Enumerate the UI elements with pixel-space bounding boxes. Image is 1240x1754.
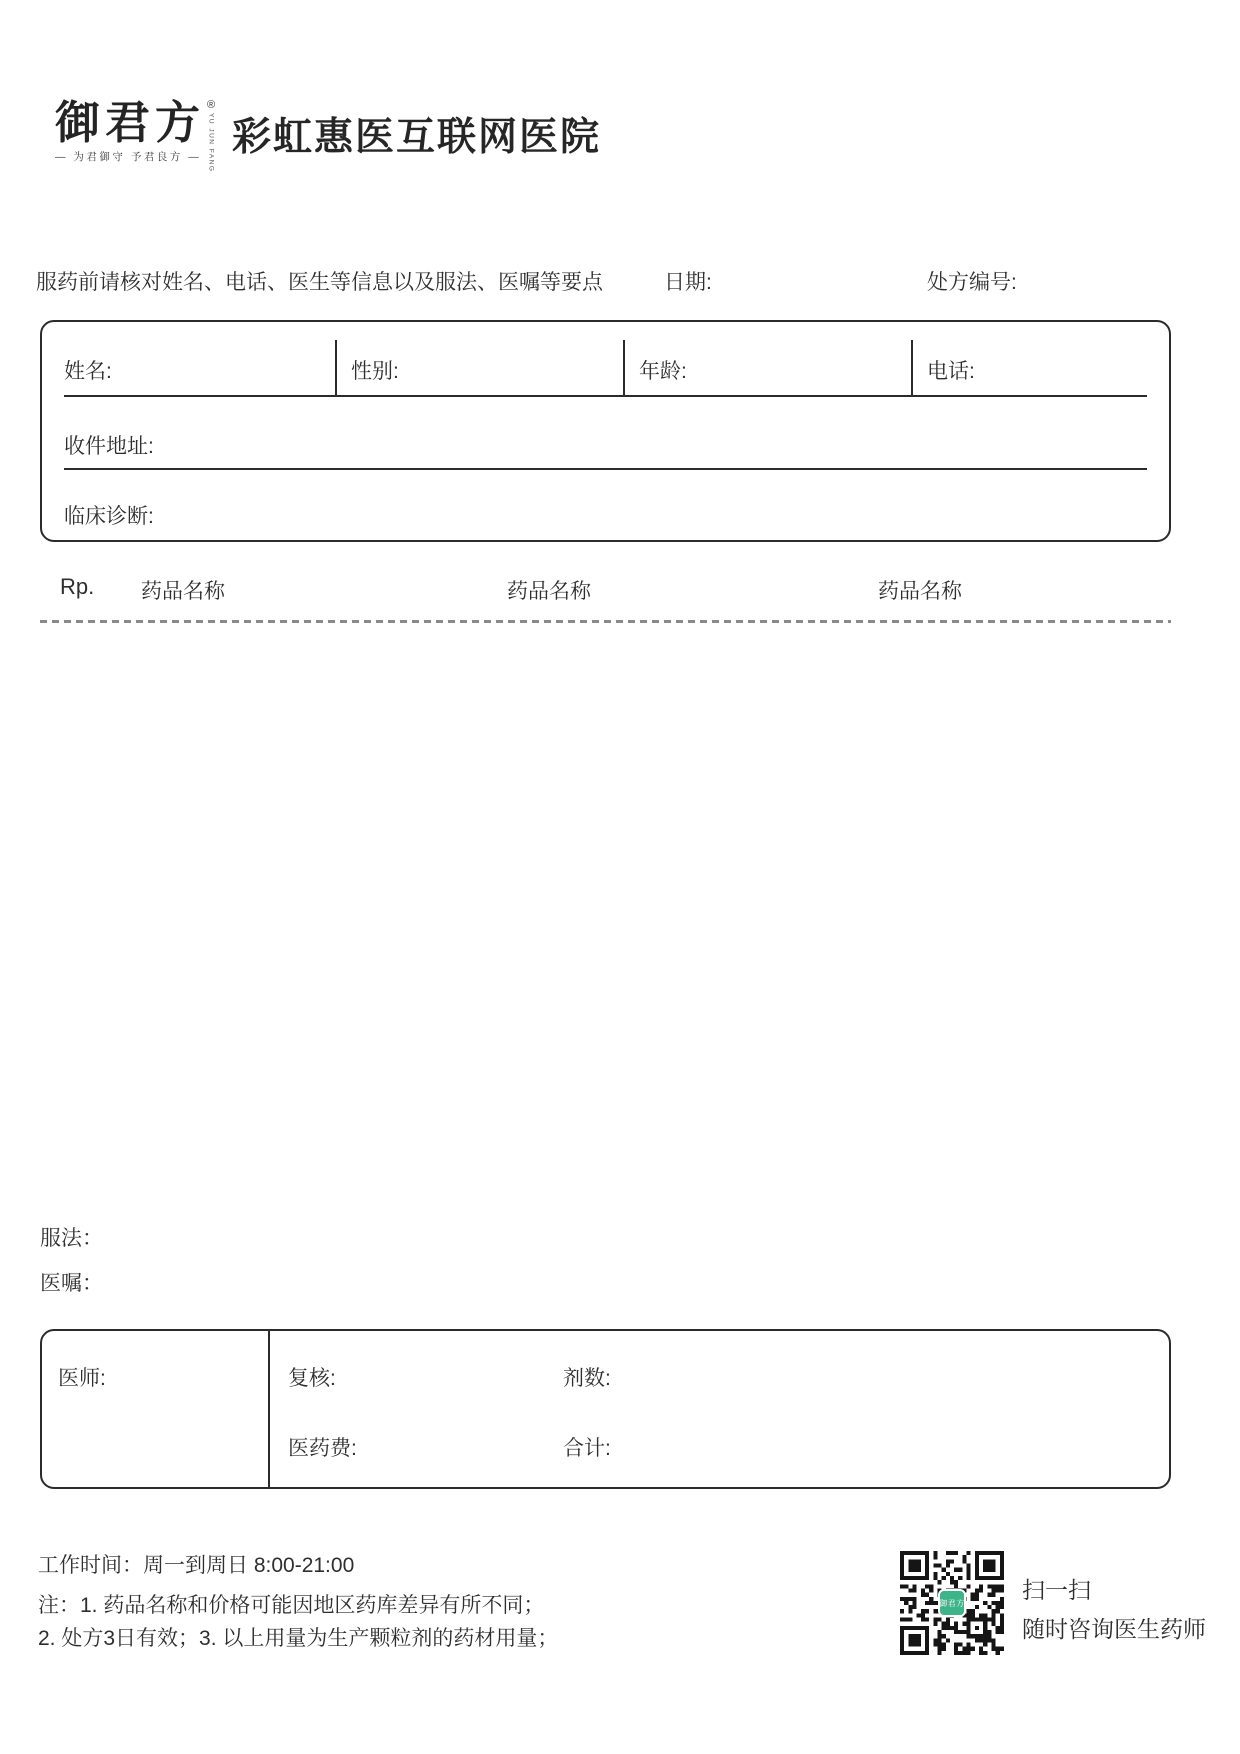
field-divider <box>623 340 625 395</box>
qr-code <box>900 1551 1004 1655</box>
row-divider <box>64 395 1147 397</box>
brand-logo-text: 御君方 <box>55 96 206 149</box>
review-label: 复核: <box>288 1367 336 1390</box>
patient-info-box <box>40 320 1171 542</box>
verification-notice: 服药前请核对姓名、电话、医生等信息以及服法、医嘱等要点 <box>36 271 603 294</box>
prescription-number-label: 处方编号: <box>927 271 1017 294</box>
age-field-label: 年龄: <box>639 360 687 383</box>
physician-label: 医师: <box>58 1367 106 1390</box>
drug-name-column-header: 药品名称 <box>141 580 225 603</box>
brand-logo-side <box>207 100 215 172</box>
address-field-label: 收件地址: <box>64 435 154 458</box>
medicine-fee-label: 医药费: <box>288 1437 357 1460</box>
hospital-title: 彩虹惠医互联网医院 <box>232 116 602 159</box>
dashed-separator <box>40 620 1171 623</box>
field-divider <box>911 340 913 395</box>
dose-count-label: 剂数: <box>563 1367 611 1390</box>
date-label: 日期: <box>664 271 712 294</box>
qr-center-logo <box>938 1589 966 1617</box>
row-divider <box>64 468 1147 470</box>
drug-name-column-header: 药品名称 <box>507 580 591 603</box>
drug-name-column-header: 药品名称 <box>878 580 962 603</box>
brand-tagline: — 为君御守 予君良方 — <box>55 151 202 163</box>
gender-field-label: 性别: <box>351 360 399 383</box>
registered-trademark-icon: ® <box>207 99 216 111</box>
phone-field-label: 电话: <box>927 360 975 383</box>
diagnosis-field-label: 临床诊断: <box>64 505 154 528</box>
note-line-2: 2. 处方3日有效；3. 以上用量为生产颗粒剂的药材用量； <box>38 1627 559 1650</box>
summary-box-divider <box>268 1331 270 1487</box>
work-hours-text: 工作时间：周一到周日 8:00-21:00 <box>38 1554 355 1577</box>
brand-logo-pinyin: YU JUN FANG <box>207 113 215 173</box>
scan-subtitle: 随时咨询医生药师 <box>1022 1616 1206 1642</box>
scan-title: 扫一扫 <box>1022 1577 1091 1603</box>
field-divider <box>335 340 337 395</box>
name-field-label: 姓名: <box>64 360 112 383</box>
note-line-1: 注：1. 药品名称和价格可能因地区药库差异有所不同； <box>38 1594 545 1617</box>
doctor-advice-label: 医嘱： <box>40 1272 103 1295</box>
summary-box <box>40 1329 1171 1489</box>
usage-label: 服法： <box>40 1227 103 1250</box>
qr-center-logo-text: 御君方 <box>939 1598 965 1608</box>
total-label: 合计: <box>563 1437 611 1460</box>
rp-label: Rp. <box>60 574 95 599</box>
